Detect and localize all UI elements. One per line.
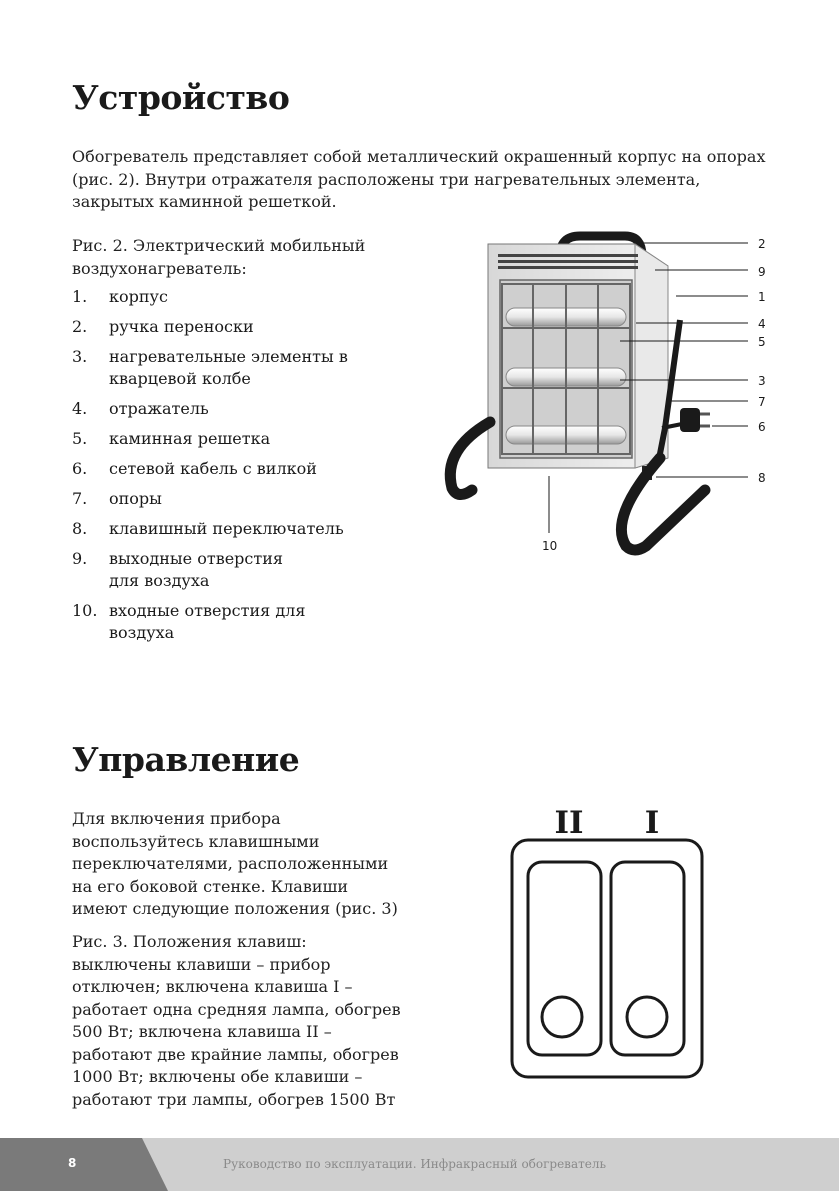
legend-item: 9. выходные отверстия для воздуха [72,549,283,590]
callout-label: 6 [758,420,766,434]
section-title-control: Управление [72,740,300,779]
legend-item: 7. опоры [72,489,162,508]
page-number: 8 [68,1156,77,1170]
support-leg [621,458,705,550]
callout-label: 2 [758,237,766,251]
rocker-key-I [611,862,684,1055]
legend-item: 8. клавишный переключатель [72,519,344,538]
switch-diagram [505,800,710,1085]
callout-label: 7 [758,395,766,409]
legend-item: 3. нагревательные элементы в кварцевой колбе [72,347,348,388]
indicator-circle [627,997,667,1037]
legend-item: 5. каминная решетка [72,429,271,448]
switch-label: II [554,805,584,841]
callout-label: 9 [758,265,766,279]
footer-tab [0,1138,168,1191]
callout-label: 8 [758,471,766,485]
legend-item: 10. входные отверстия для воздуха [72,601,306,642]
callout-label: 5 [758,335,766,349]
page-footer [0,1138,839,1191]
outlet-vents [498,254,638,269]
callout-label: 3 [758,374,766,388]
callout-label: 4 [758,317,766,331]
device-intro: Обогреватель представляет собой металлический окрашенный корпус на опорах (рис. 2). Внутри отражателя расположены три нагревательных элемента, закрытых каминной решеткой. [72,147,766,211]
switch-housing [512,840,702,1077]
callout-label: 10 [542,539,558,553]
legend-item: 2. ручка переноски [72,317,254,336]
figure2-caption: Рис. 2. Электрический мобильный воздухонагреватель: [72,236,366,278]
plug-icon [680,408,700,432]
legend-item: 1. корпус [72,287,168,306]
support-leg [450,422,490,495]
legend-item: 6. сетевой кабель с вилкой [72,459,317,478]
switch-label: I [644,805,660,841]
rocker-key-II [528,862,601,1055]
indicator-circle [542,997,582,1037]
heater-illustration [430,228,810,568]
component-legend [72,286,359,652]
section-title-device: Устройство [72,78,290,117]
legend-item: 4. отражатель [72,399,209,418]
footer-title: Руководство по эксплуатации. Инфракрасный обогреватель [223,1157,606,1171]
figure3-caption: Рис. 3. Положения клавиш: выключены клавиши – прибор отключен; включена клавиша I – работает одна средняя лампа, обогрев 500 Вт; включена клавиша II – работают две крайние лампы, обогрев 1000 Вт; включены обе клавиши – работают три лампы, обогрев 1500 Вт [72,932,401,1109]
callout-label: 1 [758,290,766,304]
control-intro: Для включения прибора воспользуйтесь клавишными переключателями, расположенными на его боковой стенке. Клавиши имеют следующие положения (рис. 3) [72,809,398,918]
